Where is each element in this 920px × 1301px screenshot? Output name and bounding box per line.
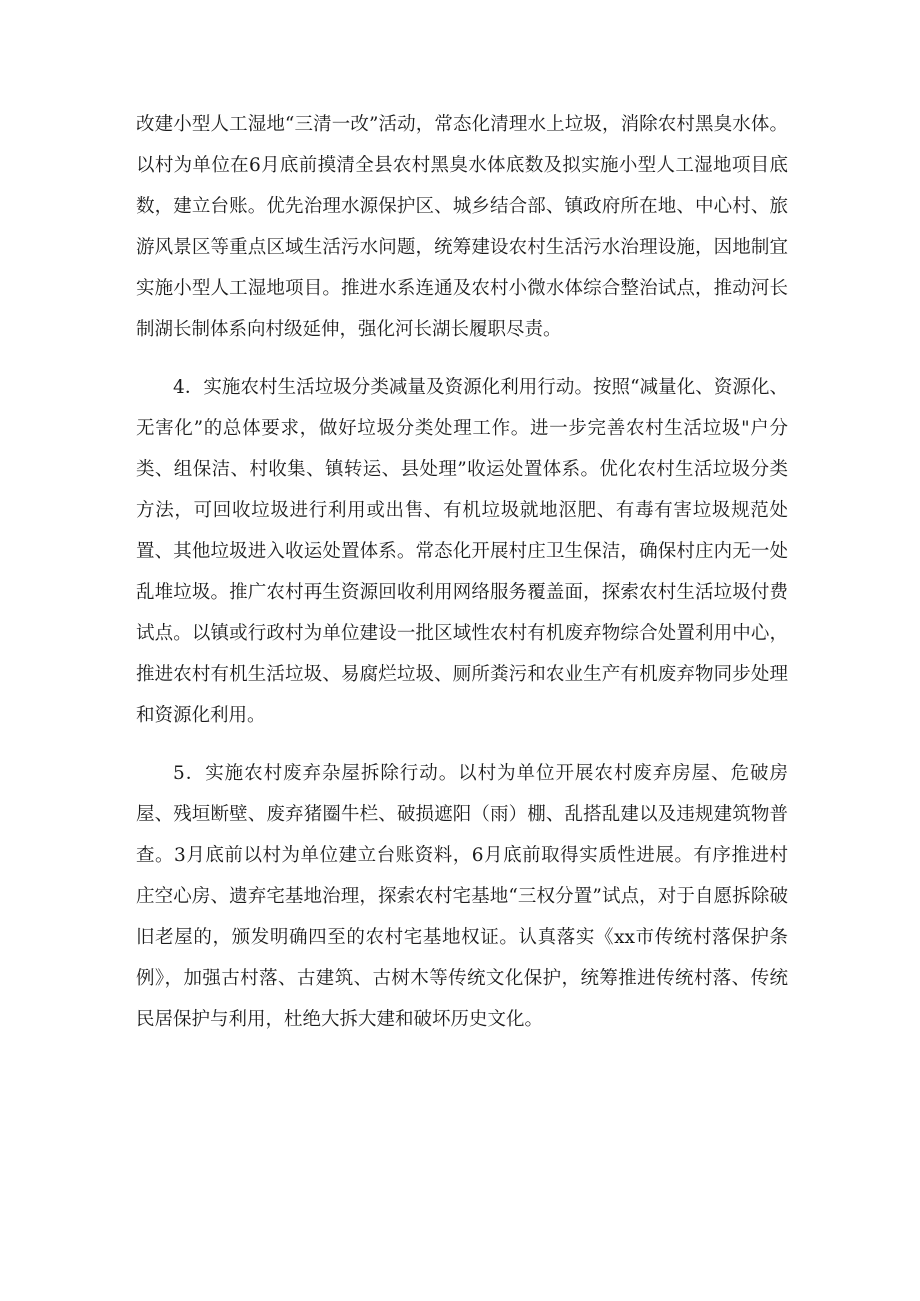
paragraph-item-4: 4．实施农村生活垃圾分类减量及资源化利用行动。按照“减量化、资源化、无害化”的总体要求，做好垃圾分类处理工作。进一步完善农村生活垃圾"户分类、组保洁、村收集、镇转运、县处理”收运处置体系。优化农村生活垃圾分类方法，可回收垃圾进行利用或出售、有机垃圾就地沤肥、有毒有害垃圾规范处置、其他垃圾进入收运处置体系。常态化开展村庄卫生保洁，确保村庄内无一处乱堆垃圾。推广农村再生资源回收利用网络服务覆盖面，探索农村生活垃圾付费试点。以镇或行政村为单位建设一批区域性农村有机废弃物综合处置利用中心，推进农村有机生活垃圾、易腐烂垃圾、厕所粪污和农业生产有机废弃物同步处理和资源化利用。 (136, 377, 788, 726)
document-page (136, 104, 788, 1057)
paragraph-continuation: 改建小型人工湿地“三清一改”活动，常态化清理水上垃圾，消除农村黑臭水体。以村为单位在6月底前摸清全县农村黑臭水体底数及拟实施小型人工湿地项目底数，建立台账。优先治理水源保护区、城乡结合部、镇政府所在地、中心村、旅游风景区等重点区域生活污水问题，统筹建设农村生活污水治理设施，因地制宜实施小型人工湿地项目。推进水系连通及农村小微水体综合整治试点，推动河长制湖长制体系向村级延伸，强化河长湖长履职尽责。 (136, 114, 788, 340)
paragraph-item-5: 5．实施农村废弃杂屋拆除行动。以村为单位开展农村废弃房屋、危破房屋、残垣断壁、废弃猪圈牛栏、破损遮阳（雨）棚、乱搭乱建以及违规建筑物普查。3月底前以村为单位建立台账资料，6月底前取得实质性进展。有序推进村庄空心房、遗弃宅基地治理，探索农村宅基地“三权分置”试点，对于自愿拆除破旧老屋的，颁发明确四至的农村宅基地权证。认真落实《xx市传统村落保护条例》，加强古村落、古建筑、古树木等传统文化保护，统筹推进传统村落、传统民居保护与利用，杜绝大拆大建和破坏历史文化。 (136, 763, 788, 1030)
